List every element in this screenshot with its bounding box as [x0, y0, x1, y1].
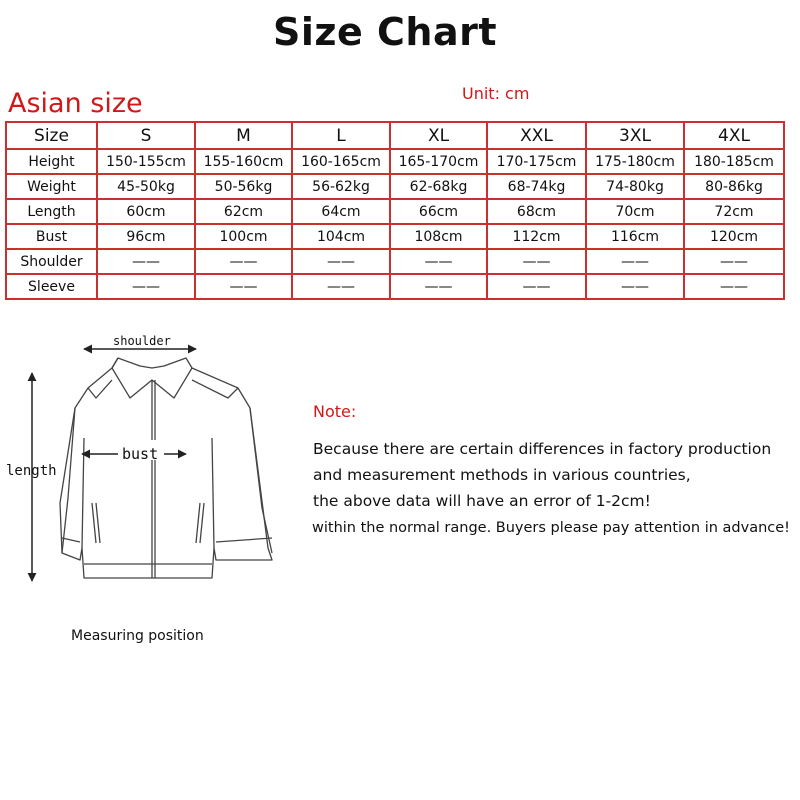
jacket-icon: [60, 358, 272, 578]
table-cell: 80-86kg: [684, 174, 784, 199]
bust-label: bust: [122, 445, 159, 463]
size-header-cell: L: [292, 122, 390, 149]
size-table-body: [6, 122, 784, 299]
note-title: Note:: [313, 402, 357, 421]
table-row: [6, 149, 784, 174]
measuring-position-label: Measuring position: [71, 628, 204, 644]
size-table: [5, 121, 785, 300]
table-cell: ——: [390, 249, 487, 274]
note-line: Because there are certain differences in factory production: [313, 440, 772, 458]
table-cell: 74-80kg: [586, 174, 684, 199]
region-label: Asian size: [8, 88, 143, 119]
table-cell: ——: [487, 274, 586, 299]
size-header-cell: S: [97, 122, 195, 149]
table-cell: 180-185cm: [684, 149, 784, 174]
table-cell: ——: [195, 249, 292, 274]
table-row: [6, 274, 784, 299]
page-title: Size Chart: [272, 10, 497, 54]
unit-label: Unit: cm: [462, 84, 530, 103]
table-cell: 104cm: [292, 224, 390, 249]
row-label: Sleeve: [6, 274, 97, 299]
table-cell: 60cm: [97, 199, 195, 224]
table-cell: 56-62kg: [292, 174, 390, 199]
row-label: Height: [6, 149, 97, 174]
table-row: [6, 199, 784, 224]
row-label: Shoulder: [6, 249, 97, 274]
table-cell: 50-56kg: [195, 174, 292, 199]
table-cell: 66cm: [390, 199, 487, 224]
table-cell: 160-165cm: [292, 149, 390, 174]
table-cell: 72cm: [684, 199, 784, 224]
note-line: and measurement methods in various countries,: [313, 466, 691, 484]
table-cell: 112cm: [487, 224, 586, 249]
note-line: within the normal range. Buyers please pay attention in advance!: [312, 520, 790, 536]
jacket-diagram: [0, 328, 290, 588]
table-cell: 116cm: [586, 224, 684, 249]
table-cell: 45-50kg: [97, 174, 195, 199]
table-cell: 68cm: [487, 199, 586, 224]
size-header-cell: XL: [390, 122, 487, 149]
table-cell: 170-175cm: [487, 149, 586, 174]
shoulder-label: shoulder: [113, 334, 171, 348]
table-cell: ——: [195, 274, 292, 299]
table-row: [6, 249, 784, 274]
table-cell: 64cm: [292, 199, 390, 224]
size-header-cell: 3XL: [586, 122, 684, 149]
row-label: Length: [6, 199, 97, 224]
table-row: [6, 224, 784, 249]
size-header-cell: 4XL: [684, 122, 784, 149]
note-line: the above data will have an error of 1-2cm!: [313, 492, 651, 510]
size-header-cell: XXL: [487, 122, 586, 149]
size-header-cell: M: [195, 122, 292, 149]
table-cell: ——: [684, 249, 784, 274]
row-label: Bust: [6, 224, 97, 249]
table-cell: 68-74kg: [487, 174, 586, 199]
table-cell: ——: [684, 274, 784, 299]
table-cell: 120cm: [684, 224, 784, 249]
table-cell: ——: [390, 274, 487, 299]
table-cell: 96cm: [97, 224, 195, 249]
length-label: length: [6, 463, 57, 479]
table-row: [6, 174, 784, 199]
table-cell: 108cm: [390, 224, 487, 249]
table-cell: 155-160cm: [195, 149, 292, 174]
table-cell: 100cm: [195, 224, 292, 249]
header-size-label: Size: [6, 122, 97, 149]
table-cell: ——: [292, 274, 390, 299]
table-cell: ——: [292, 249, 390, 274]
row-label: Weight: [6, 174, 97, 199]
table-cell: ——: [586, 274, 684, 299]
table-cell: 175-180cm: [586, 149, 684, 174]
table-cell: 62cm: [195, 199, 292, 224]
table-cell: 62-68kg: [390, 174, 487, 199]
table-cell: 165-170cm: [390, 149, 487, 174]
table-cell: ——: [97, 249, 195, 274]
table-cell: ——: [586, 249, 684, 274]
table-cell: 150-155cm: [97, 149, 195, 174]
table-cell: 70cm: [586, 199, 684, 224]
table-header-row: [6, 122, 784, 149]
table-cell: ——: [487, 249, 586, 274]
table-cell: ——: [97, 274, 195, 299]
